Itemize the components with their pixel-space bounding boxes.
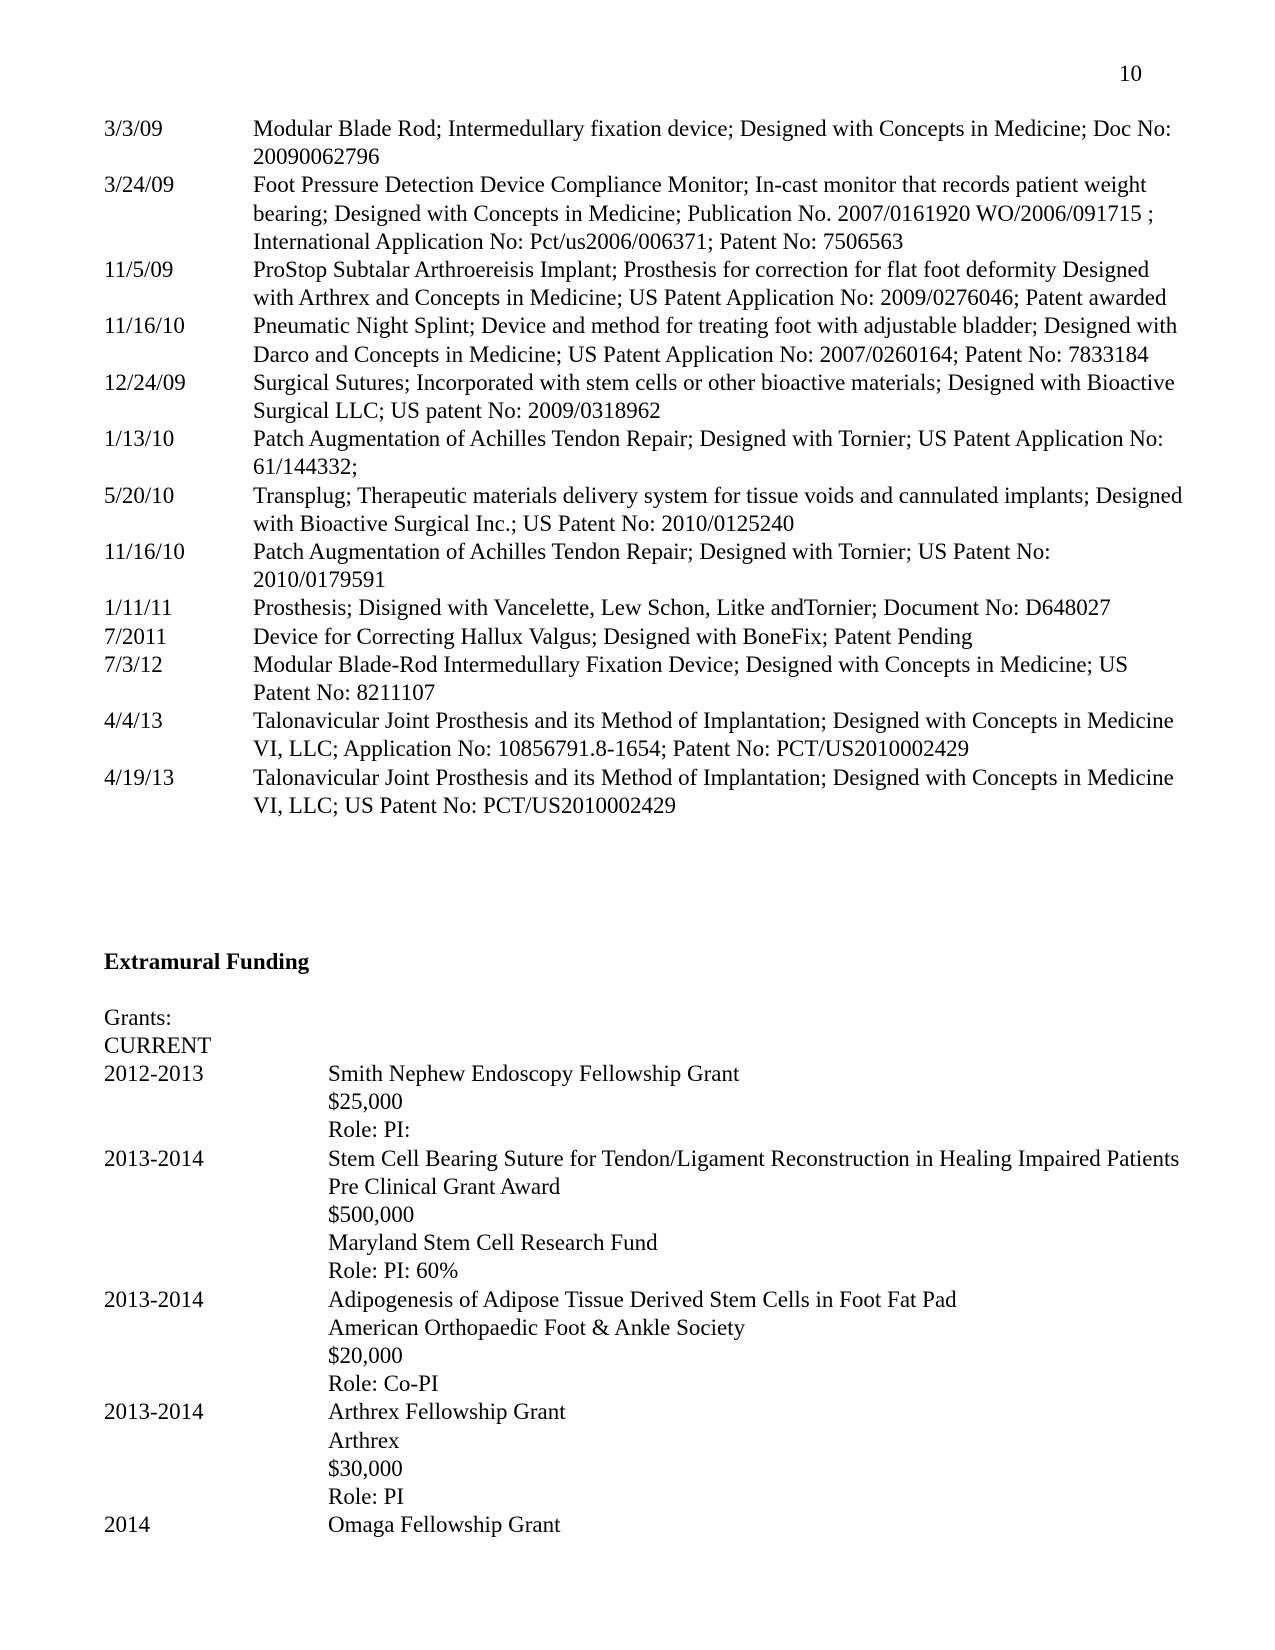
grant-title: Omaga Fellowship Grant [328,1512,561,1538]
patent-date: 11/16/10 [104,313,185,339]
patent-entry [104,312,1184,368]
patent-entry [104,256,1184,312]
patent-date: 7/2011 [104,623,168,649]
grant-years: 2012-2013 [104,1061,204,1086]
page-number: 10 [1119,61,1142,86]
grant-title: Stem Cell Bearing Suture for Tendon/Ligament Reconstruction in Healing Impaired Patients Pre Clinical Grant Award [328,1145,1180,1199]
patent-entry [104,707,1184,763]
grant-years: 2013-2014 [104,1286,204,1312]
patent-description: Modular Blade Rod; Intermedullary fixation device; Designed with Concepts in Medicine; Doc No: 20090062796 [253,116,1172,170]
grant-sponsor: American Orthopaedic Foot & Ankle Society [328,1314,746,1340]
grant-entry [104,1145,1184,1286]
grant-details [328,1060,1184,1145]
grant-details [328,1511,1184,1539]
patent-description: Device for Correcting Hallux Valgus; Designed with BoneFix; Patent Pending [253,623,973,649]
grant-details [328,1145,1184,1286]
grants-label: Grants: [104,1005,172,1030]
patent-entry [104,115,1184,171]
patent-description: Patch Augmentation of Achilles Tendon Repair; Designed with Tornier; US Patent No: 2010/0179591 [253,539,1051,593]
patent-date: 1/13/10 [104,426,175,452]
patent-date: 11/5/09 [104,257,174,283]
grant-amount: $25,000 [328,1089,403,1115]
grant-role: Role: PI [328,1484,405,1510]
patent-description: Talonavicular Joint Prosthesis and its Method of Implantation; Designed with Concepts in Medicine VI, LLC; US Patent No: PCT/US2010002429 [253,764,1174,818]
grant-role: Role: PI: [328,1117,411,1143]
grant-role: Role: Co-PI [328,1371,439,1397]
patent-date: 3/24/09 [104,172,175,198]
grant-sponsor: Arthrex [328,1427,400,1453]
patent-description: Prosthesis; Disigned with Vancelette, Lew Schon, Litke andTornier; Document No: D648027 [253,595,1111,621]
grant-entry [104,1286,1184,1399]
grant-years: 2014 [104,1512,150,1538]
patent-entry [104,482,1184,538]
patent-description: Talonavicular Joint Prosthesis and its Method of Implantation; Designed with Concepts in Medicine VI, LLC; Application No: 10856791.8-1654; Patent No: PCT/US2010002429 [253,708,1174,762]
patent-description: Pneumatic Night Splint; Device and method for treating foot with adjustable bladder; Designed with Darco and Concepts in Medicine; US Patent Application No: 2007/0260164; Patent No: 7833184 [253,313,1178,367]
patent-entry [104,594,1184,622]
grant-years: 2013-2014 [104,1399,204,1425]
grant-amount: $20,000 [328,1343,403,1369]
patent-description: Foot Pressure Detection Device Compliance Monitor; In-cast monitor that records patient weight bearing; Designed with Concepts in Medicine; Publication No. 2007/0161920 WO/2006/091715 ; International Application No: Pct/us2006/006371; Patent No: 7506563 [253,172,1154,254]
grant-details [328,1398,1184,1511]
patent-list [104,115,1184,820]
patent-date: 5/20/10 [104,482,175,508]
patent-description: ProStop Subtalar Arthroereisis Implant; Prosthesis for correction for flat foot deformity Designed with Arthrex and Concepts in Medicine; US Patent Application No: 2009/0276046; Patent awarded [253,257,1167,311]
grant-entry [104,1398,1184,1511]
patent-date: 11/16/10 [104,539,185,565]
patent-date: 4/19/13 [104,764,175,790]
patent-entry [104,425,1184,481]
patent-entry [104,369,1184,425]
patent-entry [104,623,1184,651]
grant-details [328,1286,1184,1399]
patent-entry [104,651,1184,707]
patent-date: 7/3/12 [104,651,163,677]
grant-list [104,1060,1184,1539]
patent-description: Surgical Sutures; Incorporated with stem cells or other bioactive materials; Designed with Bioactive Surgical LLC; US patent No: 2009/0318962 [253,369,1175,424]
grant-amount: $30,000 [328,1455,403,1481]
grant-role: Role: PI: 60% [328,1258,459,1284]
patent-entry [104,538,1184,594]
patent-date: 1/11/11 [104,595,173,621]
section-heading: Extramural Funding [104,949,310,974]
grant-title: Arthrex Fellowship Grant [328,1399,566,1425]
grant-years: 2013-2014 [104,1145,204,1171]
patent-entry [104,171,1184,256]
patent-description: Patch Augmentation of Achilles Tendon Repair; Designed with Tornier; US Patent Application No: 61/144332; [253,426,1164,480]
grant-title: Adipogenesis of Adipose Tissue Derived Stem Cells in Foot Fat Pad [328,1286,957,1312]
grants-status: CURRENT [104,1033,212,1058]
patent-date: 12/24/09 [104,369,186,395]
grant-amount: $500,000 [328,1202,415,1228]
patent-date: 4/4/13 [104,708,163,734]
grant-entry [104,1060,1184,1145]
patent-entry [104,764,1184,820]
patent-date: 3/3/09 [104,116,163,141]
grant-entry [104,1511,1184,1539]
patent-description: Modular Blade-Rod Intermedullary Fixation Device; Designed with Concepts in Medicine; US Patent No: 8211107 [253,651,1129,706]
grant-sponsor: Maryland Stem Cell Research Fund [328,1230,658,1256]
grant-title: Smith Nephew Endoscopy Fellowship Grant [328,1061,740,1086]
patent-description: Transplug; Therapeutic materials delivery system for tissue voids and cannulated implants; Designed with Bioactive Surgical Inc.; US Patent No: 2010/0125240 [253,482,1183,536]
